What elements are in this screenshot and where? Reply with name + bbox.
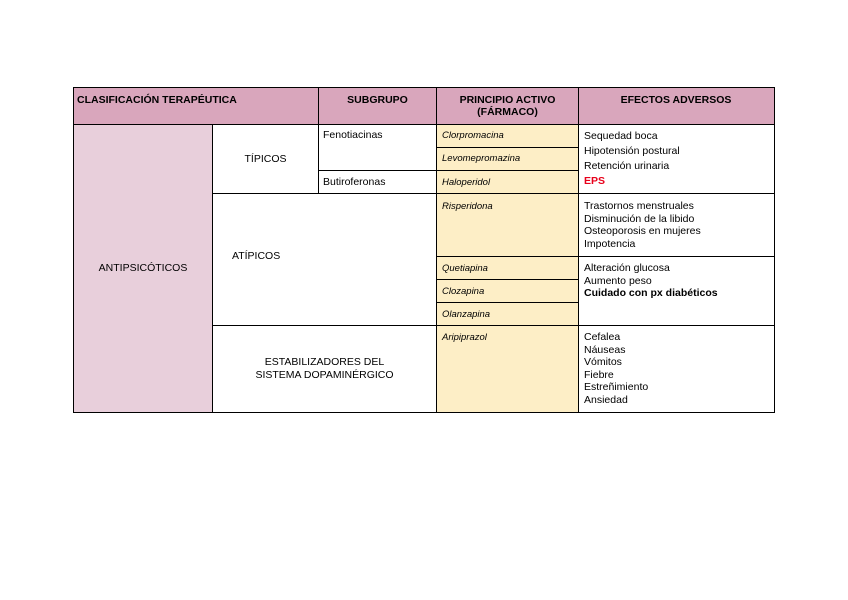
row-divider-drug-1	[436, 147, 579, 148]
drug-clorpromacina: Clorpromacina	[442, 130, 504, 141]
group-tipicos: TÍPICOS	[244, 152, 287, 165]
effect-item-eps: EPS	[584, 175, 606, 187]
drug-clozapina: Clozapina	[442, 286, 485, 297]
header-divider	[73, 124, 775, 125]
drug-olanzapina: Olanzapina	[442, 309, 491, 320]
effect-item: Estreñimiento	[584, 381, 649, 393]
group-atipicos: ATÍPICOS	[232, 250, 281, 262]
effect-item: Aumento peso	[584, 274, 652, 287]
col-divider-4	[578, 87, 579, 413]
row-divider-clozapina	[436, 302, 579, 303]
effect-item: Vómitos	[584, 356, 622, 368]
header-principio-activo: PRINCIPIO ACTIVO (FÁRMACO)	[436, 87, 579, 125]
row-divider-risperidona	[436, 256, 775, 257]
subgroup-butiroferonas: Butiroferonas	[323, 176, 386, 188]
col-divider-header-1	[318, 87, 319, 125]
table-border-right	[774, 87, 775, 413]
effect-item: Osteoporosis en mujeres	[584, 225, 701, 237]
effect-item: Sequedad boca	[584, 130, 658, 142]
table-border-left	[73, 87, 74, 413]
effect-item: Hipotensión postural	[584, 145, 680, 157]
table-border-bottom	[73, 412, 775, 413]
effect-item-warning: Cuidado con px diabéticos	[584, 287, 718, 299]
effect-item: Alteración glucosa	[584, 262, 670, 274]
drug-quetiapina: Quetiapina	[442, 263, 488, 274]
group-estabilizadores: ESTABILIZADORES DEL SISTEMA DOPAMINÉRGICO	[255, 356, 394, 381]
effects-tipicos	[579, 125, 774, 194]
col-divider-2	[318, 124, 319, 194]
drug-levomepromazina: Levomepromazina	[442, 153, 521, 164]
effects-risperidona	[579, 195, 774, 256]
clasificacion-cell: ANTIPSICÓTICOS	[73, 124, 213, 413]
row-divider-quetiapina	[436, 279, 579, 280]
row-divider-tipicos	[212, 193, 775, 194]
effect-item: Retención urinaria	[584, 160, 670, 172]
effect-item: Trastornos menstruales	[584, 200, 694, 212]
drug-risperidona: Risperidona	[442, 201, 493, 212]
effect-item: Disminución de la libido	[584, 212, 695, 225]
row-divider-atipicos	[212, 325, 775, 326]
effect-item: Fiebre	[584, 368, 614, 381]
effect-item: Náuseas	[584, 343, 626, 356]
row-divider-fenotiacinas	[318, 170, 436, 171]
drug-aripiprazol: Aripiprazol	[442, 332, 487, 343]
col-divider-3	[436, 87, 437, 413]
header-subgrupo: SUBGRUPO	[318, 87, 437, 125]
row-divider-drug-2	[436, 170, 579, 171]
col-divider-1	[212, 124, 213, 413]
header-clasificacion: CLASIFICACIÓN TERAPÉUTICA	[73, 87, 319, 125]
subgroup-fenotiacinas: Fenotiacinas	[323, 129, 383, 141]
header-efectos-adversos: EFECTOS ADVERSOS	[578, 87, 774, 125]
effects-aripiprazol	[579, 326, 774, 412]
effect-item: Ansiedad	[584, 393, 628, 406]
effect-item: Cefalea	[584, 331, 621, 343]
effect-item: Impotencia	[584, 237, 636, 250]
table-border-top	[73, 87, 775, 88]
drug-haloperidol: Haloperidol	[442, 177, 491, 188]
effects-quetiapina-clozapina-olanzapina	[579, 257, 774, 325]
